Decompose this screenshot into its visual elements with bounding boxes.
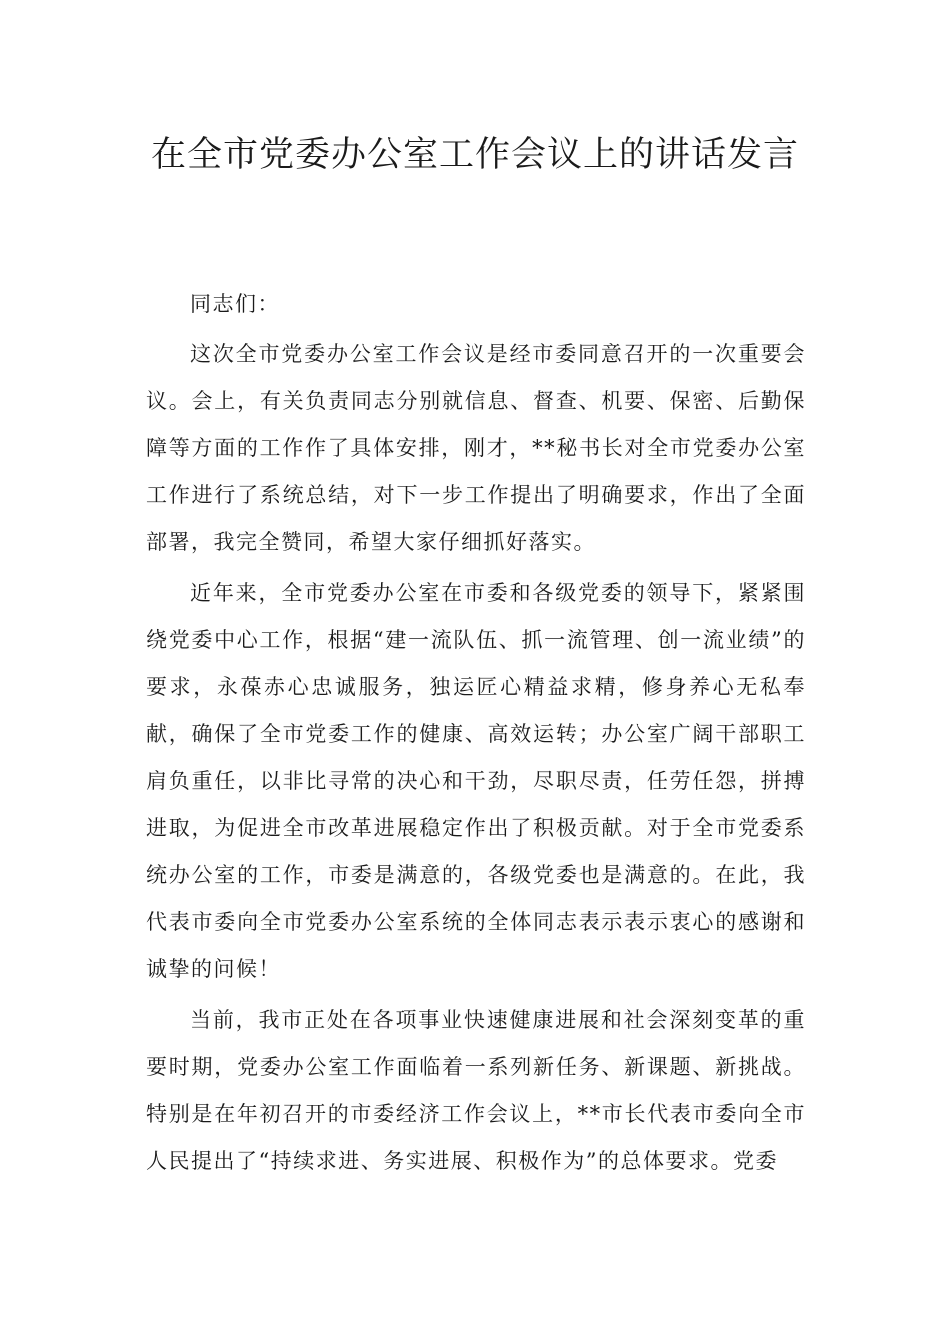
paragraph-1: 这次全市党委办公室工作会议是经市委同意召开的一次重要会议。会上，有关负责同志分别就信息、督查、机要、保密、后勤保障等方面的工作作了具体安排，刚才，**秘书长对全市党委办公室工作进行了系统总结，对下一步工作提出了明确要求，作出了全面部署，我完全赞同，希望大家仔细抓好落实。 (146, 342, 806, 554)
salutation: 同志们： (190, 292, 280, 316)
document-title: 在全市党委办公室工作会议上的讲话发言 (150, 135, 799, 175)
document-body (146, 281, 806, 1189)
paragraph-2: 近年来，全市党委办公室在市委和各级党委的领导下，紧紧围绕党委中心工作，根据“建一流队伍、抓一流管理、创一流业绩”的要求，永葆赤心忠诚服务，独运匠心精益求精，修身养心无私奉献，确保了全市党委工作的健康、高效运转；办公室广阔干部职工肩负重任，以非比寻常的决心和干劲，尽职尽责，任劳任怨，拼搏进取，为促进全市改革进展稳定作出了积极贡献。对于全市党委系统办公室的工作，市委是满意的，各级党委也是满意的。在此，我代表市委向全市党委办公室系统的全体同志表示表示衷心的感谢和诚挚的问候！ (146, 581, 806, 981)
paragraph-3: 当前，我市正处在各项事业快速健康进展和社会深刻变革的重要时期，党委办公室工作面临着一系列新任务、新课题、新挑战。特别是在年初召开的市委经济工作会议上，**市长代表市委向全市人民提出了“持续求进、务实进展、积极作为”的总体要求。党委 (146, 1008, 806, 1173)
